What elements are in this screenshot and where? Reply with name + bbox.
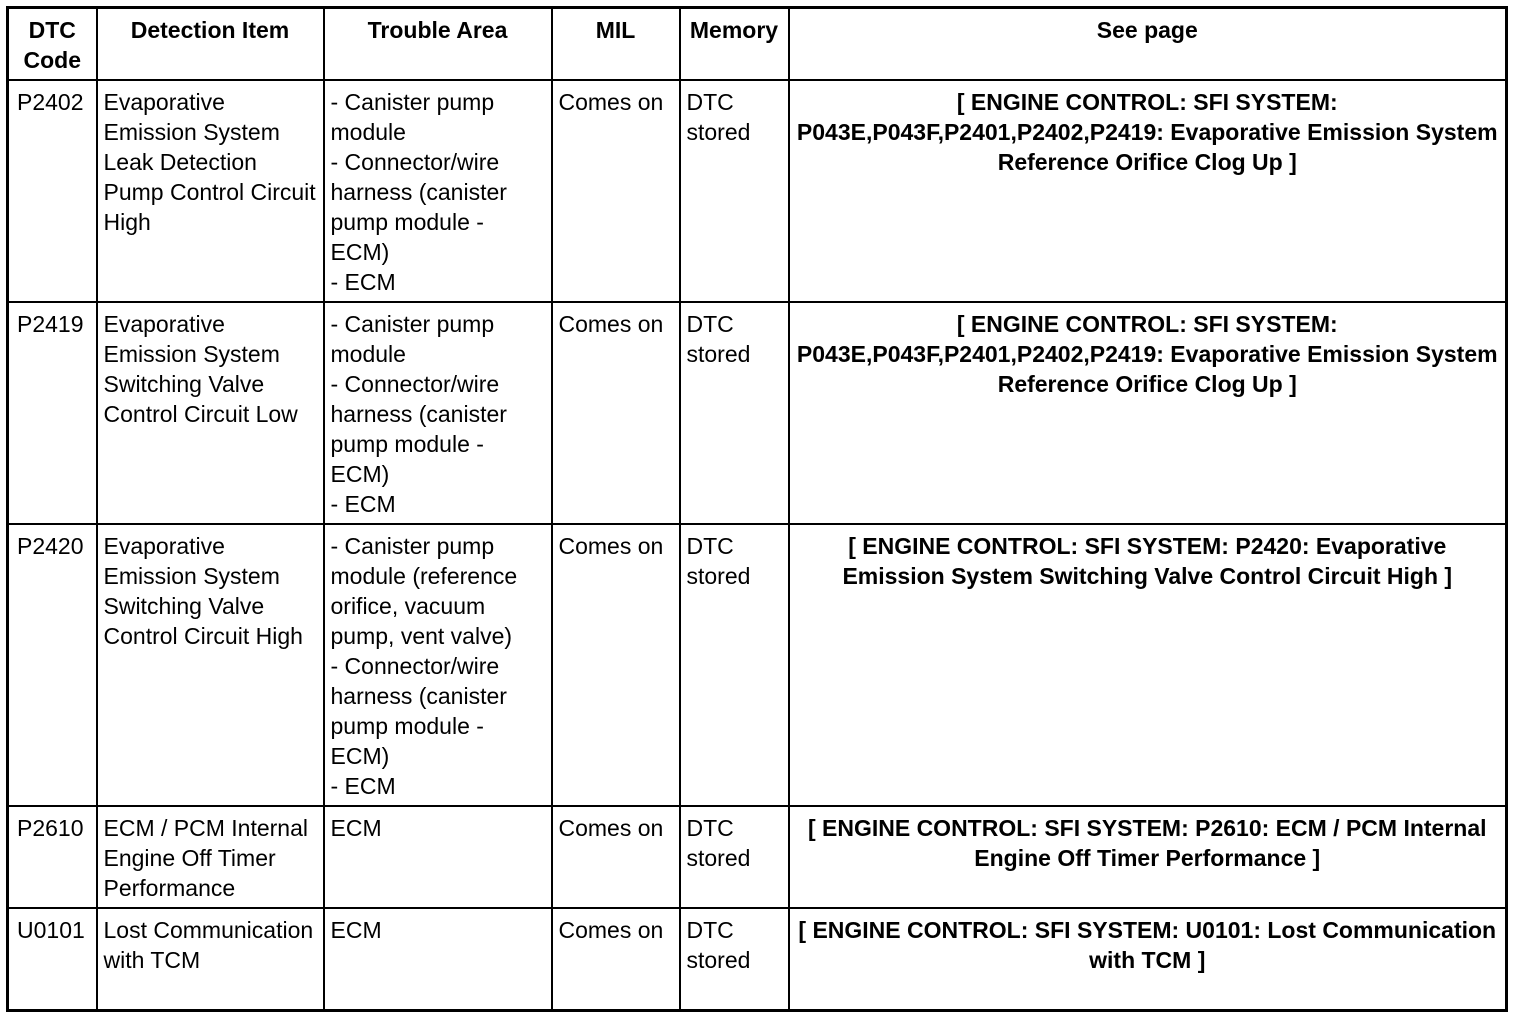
- trouble-area-cell: [324, 524, 552, 806]
- memory-cell: DTC stored: [680, 806, 789, 908]
- dtc-code-cell: P2402: [8, 80, 97, 302]
- trouble-area-cell: [324, 908, 552, 1010]
- table-row: [8, 908, 1507, 1010]
- dtc-code-cell: P2610: [8, 806, 97, 908]
- memory-cell: DTC stored: [680, 524, 789, 806]
- trouble-area-line: - Connector/wire harness (canister pump module - ECM): [330, 149, 514, 265]
- mil-cell: Comes on: [552, 908, 680, 1010]
- trouble-area-cell: [324, 806, 552, 908]
- trouble-area-line: - Canister pump module: [330, 311, 501, 367]
- detection-item-cell: Evaporative Emission System Leak Detection Pump Control Circuit High: [97, 80, 324, 302]
- memory-cell: DTC stored: [680, 80, 789, 302]
- trouble-area-line: - Canister pump module: [330, 89, 501, 145]
- table-row: [8, 80, 1507, 302]
- mil-cell: Comes on: [552, 302, 680, 524]
- memory-cell: DTC stored: [680, 302, 789, 524]
- trouble-area-line: ECM: [330, 815, 382, 841]
- trouble-area-line: - ECM: [330, 269, 396, 295]
- header-row: [8, 8, 1507, 81]
- dtc-code-cell: U0101: [8, 908, 97, 1010]
- dtc-code-cell: P2419: [8, 302, 97, 524]
- header-mil: MIL: [552, 8, 680, 81]
- dtc-code-cell: P2420: [8, 524, 97, 806]
- see-page-cell: [ ENGINE CONTROL: SFI SYSTEM: P2420: Evaporative Emission System Switching Valve Control Circuit High ]: [789, 524, 1507, 806]
- table-row: [8, 302, 1507, 524]
- detection-item-cell: ECM / PCM Internal Engine Off Timer Performance: [97, 806, 324, 908]
- table-row: [8, 524, 1507, 806]
- mil-cell: Comes on: [552, 524, 680, 806]
- header-see-page: See page: [789, 8, 1507, 81]
- detection-item-cell: Evaporative Emission System Switching Valve Control Circuit Low: [97, 302, 324, 524]
- header-memory: Memory: [680, 8, 789, 81]
- header-detection-item: Detection Item: [97, 8, 324, 81]
- trouble-area-line: - ECM: [330, 491, 396, 517]
- mil-cell: Comes on: [552, 806, 680, 908]
- memory-cell: DTC stored: [680, 908, 789, 1010]
- trouble-area-line: - Canister pump module (reference orifice, vacuum pump, vent valve): [330, 533, 524, 649]
- trouble-area-cell: [324, 80, 552, 302]
- see-page-cell: [ ENGINE CONTROL: SFI SYSTEM: P043E,P043F,P2401,P2402,P2419: Evaporative Emission System Reference Orifice Clog Up ]: [789, 302, 1507, 524]
- trouble-area-line: - Connector/wire harness (canister pump module - ECM): [330, 653, 514, 769]
- table-row: [8, 806, 1507, 908]
- trouble-area-line: - ECM: [330, 773, 396, 799]
- see-page-cell: [ ENGINE CONTROL: SFI SYSTEM: P043E,P043F,P2401,P2402,P2419: Evaporative Emission System Reference Orifice Clog Up ]: [789, 80, 1507, 302]
- trouble-area-line: ECM: [330, 917, 382, 943]
- trouble-area-line: - Connector/wire harness (canister pump module - ECM): [330, 371, 514, 487]
- see-page-cell: [ ENGINE CONTROL: SFI SYSTEM: P2610: ECM / PCM Internal Engine Off Timer Performance ]: [789, 806, 1507, 908]
- header-trouble-area: Trouble Area: [324, 8, 552, 81]
- detection-item-cell: Lost Communication with TCM: [97, 908, 324, 1010]
- header-dtc-code: DTC Code: [8, 8, 97, 81]
- detection-item-cell: Evaporative Emission System Switching Valve Control Circuit High: [97, 524, 324, 806]
- see-page-cell: [ ENGINE CONTROL: SFI SYSTEM: U0101: Lost Communication with TCM ]: [789, 908, 1507, 1010]
- mil-cell: Comes on: [552, 80, 680, 302]
- trouble-area-cell: [324, 302, 552, 524]
- dtc-table: [6, 6, 1508, 1012]
